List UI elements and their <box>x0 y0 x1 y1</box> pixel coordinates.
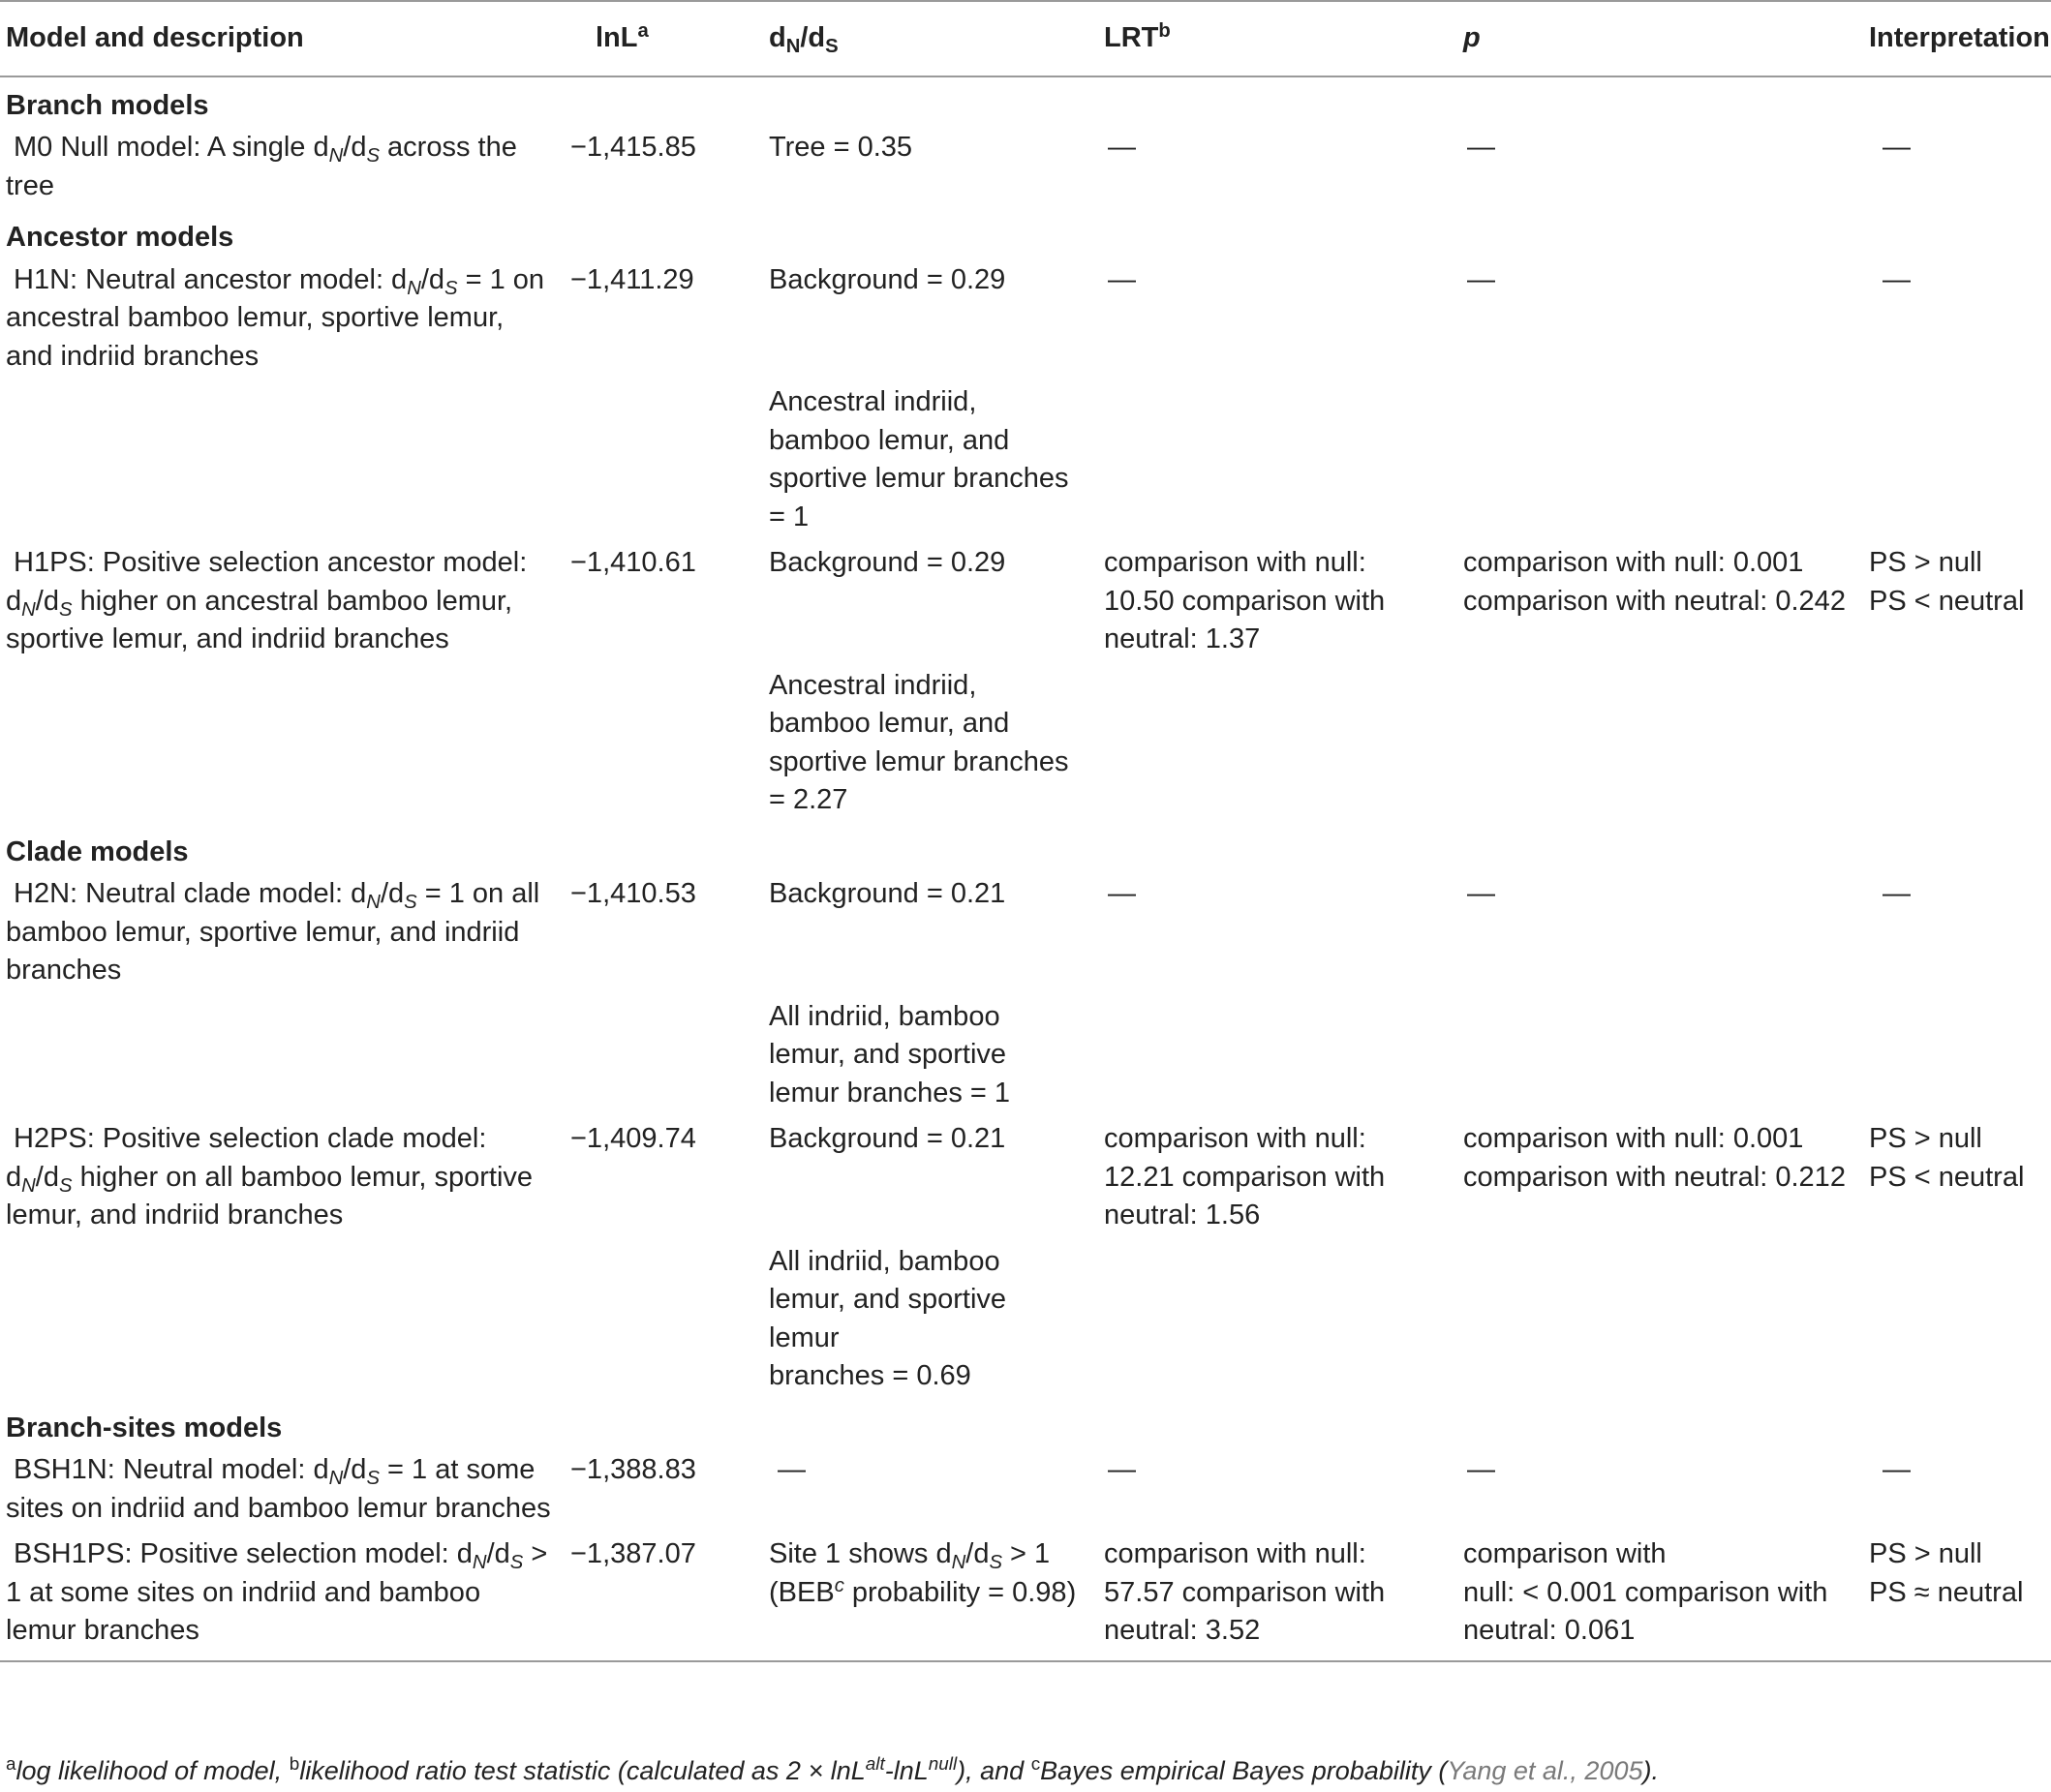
lnl-value: −1,387.07 <box>570 1538 696 1569</box>
section-title: Branch models <box>6 89 209 121</box>
dnds-foreground: Ancestral indriid, bamboo lemur, and sportive lemur branches = 2.27 <box>769 669 1069 815</box>
header-lrt: LRT$^b$ <box>1104 20 1171 53</box>
dnds-value: Site 1 shows $d_N/d_S > 1$ (BEB$^c$ probability = 0.98) <box>769 1538 1077 1608</box>
header-interpretation: Interpretation <box>1869 22 2050 53</box>
lnl-value: −1,410.53 <box>570 878 696 909</box>
interpretation: — <box>1883 132 1911 163</box>
interpretation: — <box>1883 1454 1911 1485</box>
section-clade-models <box>0 824 2051 872</box>
dnds-value: Tree = 0.35 <box>769 132 913 163</box>
model-description: M0 Null model: A single $d_N/d_S$ across the tree <box>6 132 517 201</box>
header-row <box>0 1 2051 76</box>
interpretation: — <box>1883 878 1911 909</box>
header-p: p <box>1463 22 1481 53</box>
lnl-value: −1,415.85 <box>570 132 696 163</box>
dnds-value: Background = 0.29 <box>769 547 1006 578</box>
interpretation: PS > null PS ≈ neutral <box>1869 1538 2024 1608</box>
p-value: — <box>1467 878 1495 909</box>
model-description: BSH1N: Neutral model: $d_N/d_S = 1$ at some sites on indriid and bamboo lemur branches <box>6 1454 551 1524</box>
dnds-value: Background = 0.21 <box>769 1123 1006 1154</box>
p-value: comparison with null: 0.001 comparison with neutral: 0.212 <box>1463 1123 1846 1193</box>
lrt-value: — <box>1108 132 1136 163</box>
p-value: — <box>1467 132 1495 163</box>
dnds-foreground: All indriid, bamboo lemur, and sportive lemur branches = 1 <box>769 1000 1011 1109</box>
lrt-value: — <box>1108 878 1136 909</box>
lrt-value: — <box>1108 263 1136 295</box>
table-row <box>0 380 2051 540</box>
p-value: comparison with null: < 0.001 comparison with neutral: 0.061 <box>1463 1538 1828 1646</box>
table-row <box>0 663 2051 824</box>
table-row <box>0 871 2051 994</box>
p-value: — <box>1467 1454 1495 1485</box>
table-row <box>0 1532 2051 1661</box>
reference-link[interactable]: Yang et al., 2005 <box>1447 1756 1643 1785</box>
model-description: H1PS: Positive selection ancestor model: $d_N/d_S$ higher on ancestral bamboo lemur, sportive lemur, and indriid branches <box>6 547 528 654</box>
model-description: BSH1PS: Positive selection model: $d_N/d_S > 1$ at some sites on indriid and bamboo lemur branches <box>6 1538 548 1646</box>
table-row <box>0 1447 2051 1532</box>
lrt-value: comparison with null: 12.21 comparison with neutral: 1.56 <box>1104 1123 1386 1230</box>
lrt-value: — <box>1108 1454 1136 1485</box>
header-lnl: lnL$^a$ <box>596 20 649 53</box>
interpretation: PS > null PS < neutral <box>1869 1123 2025 1193</box>
dnds-value: Background = 0.29 <box>769 263 1006 295</box>
dnds-value: Background = 0.21 <box>769 878 1006 909</box>
header-model: Model and description <box>6 22 304 53</box>
table-row <box>0 1116 2051 1239</box>
lnl-value: −1,410.61 <box>570 547 696 578</box>
section-title: Branch-sites models <box>6 1412 283 1443</box>
lnl-value: −1,411.29 <box>570 263 694 295</box>
table-row <box>0 1239 2051 1400</box>
section-ancestor-models <box>0 209 2051 258</box>
table-footnote: $^a$log likelihood of model, $^b$likelihood ratio test statistic (calculated as 2 × lnL$^{alt}$-lnL$^{null}$), and $^c$Bayes empirical Bayes probability (Yang et al., 2005). <box>6 1754 1660 1785</box>
table-row <box>0 540 2051 663</box>
header-dnds: $d_N/d_S$ <box>769 22 839 57</box>
lrt-value: comparison with null: 57.57 comparison with neutral: 3.52 <box>1104 1538 1386 1646</box>
section-branch-models <box>0 76 2051 126</box>
dnds-foreground: All indriid, bamboo lemur, and sportive lemur branches = 0.69 <box>769 1245 1007 1391</box>
section-branch-sites-models <box>0 1400 2051 1448</box>
dnds-foreground: Ancestral indriid, bamboo lemur, and sportive lemur branches = 1 <box>769 386 1069 532</box>
model-description: H2N: Neutral clade model: $d_N/d_S = 1$ on all bamboo lemur, sportive lemur, and indriid branches <box>6 878 540 986</box>
lnl-value: −1,409.74 <box>570 1123 696 1154</box>
table-row <box>0 994 2051 1117</box>
model-description: H1N: Neutral ancestor model: $d_N/d_S = 1$ on ancestral bamboo lemur, sportive lemur, and indriid branches <box>6 263 545 372</box>
table-row <box>0 125 2051 209</box>
section-title: Ancestor models <box>6 222 234 253</box>
dnds-value: — <box>778 1454 806 1485</box>
lnl-value: −1,388.83 <box>570 1454 696 1485</box>
section-title: Clade models <box>6 835 189 867</box>
p-value: — <box>1467 263 1495 295</box>
p-value: comparison with null: 0.001 comparison with neutral: 0.242 <box>1463 547 1846 617</box>
interpretation: — <box>1883 263 1911 295</box>
interpretation: PS > null PS < neutral <box>1869 547 2025 617</box>
model-description: H2PS: Positive selection clade model: $d_N/d_S$ higher on all bamboo lemur, sportive lemur, and indriid branches <box>6 1123 534 1230</box>
table-row <box>0 258 2051 380</box>
lrt-value: comparison with null: 10.50 comparison with neutral: 1.37 <box>1104 547 1386 654</box>
